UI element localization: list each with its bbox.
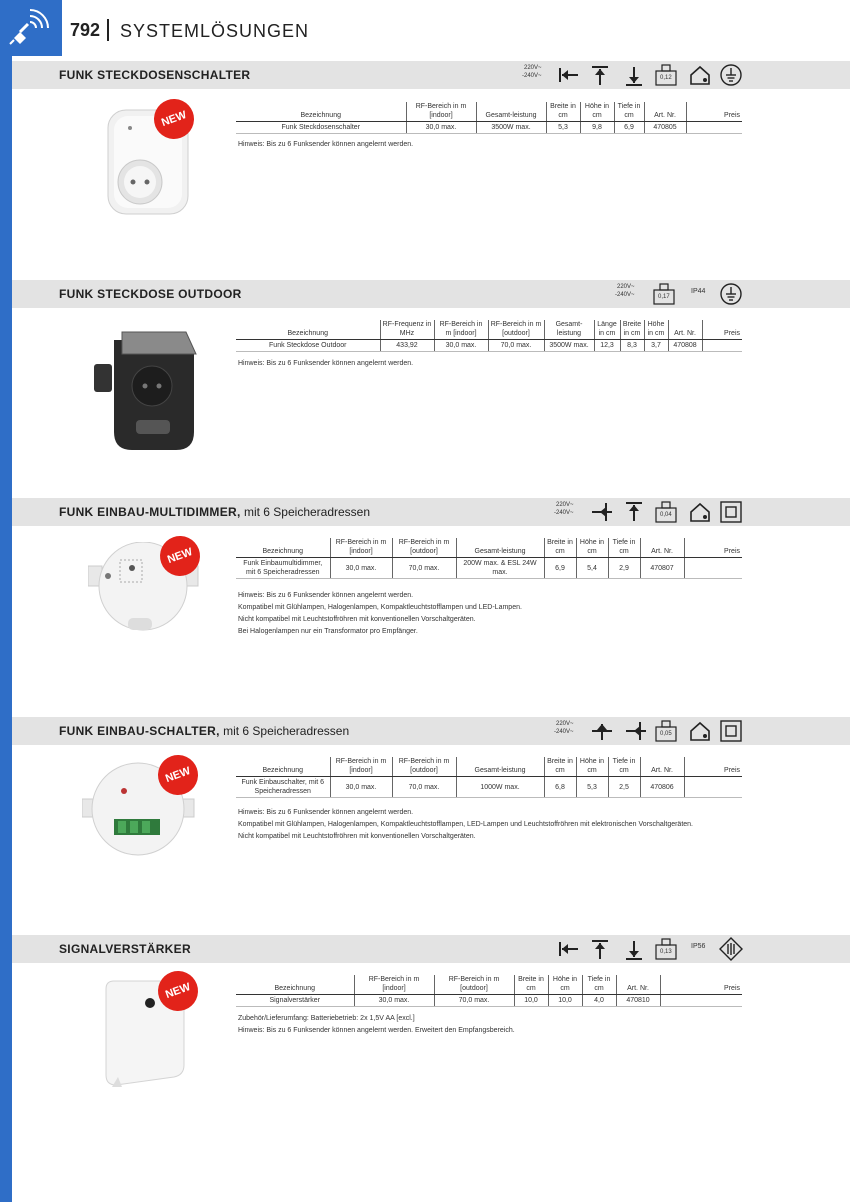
arrow-left-icon — [624, 720, 648, 742]
table-cell: 3,7 — [644, 340, 668, 352]
standby-value: 0,17 — [658, 294, 670, 300]
table-cell: 3500W max. — [476, 122, 546, 134]
col-header: Breite in cm — [620, 320, 644, 340]
table-row — [236, 122, 742, 134]
table-row — [236, 558, 742, 579]
voltage-label: 220V~ -240V~ — [522, 65, 542, 79]
table-cell: 70,0 max. — [434, 995, 514, 1007]
col-header: Höhe in cm — [548, 975, 582, 995]
col-header: Bezeichnung — [236, 757, 330, 777]
earth-icon — [719, 63, 743, 87]
section-title: FUNK EINBAU-SCHALTER, mit 6 Speicheradressen — [59, 724, 350, 738]
table-cell: 12,3 — [594, 340, 620, 352]
table-cell — [702, 340, 742, 352]
table-cell: 5,3 — [576, 777, 608, 798]
corner-block — [0, 0, 62, 56]
note-line: Hinweis: Bis zu 6 Funksender können angelernt werden. — [238, 592, 414, 599]
new-badge: NEW — [152, 965, 203, 1016]
table-cell: Signalverstärker — [236, 995, 354, 1007]
table-cell: 470807 — [640, 558, 684, 579]
house-icon — [688, 501, 712, 523]
section-funk-steckdose-outdoor — [12, 280, 850, 480]
col-header: Preis — [702, 320, 742, 340]
table-cell — [686, 122, 742, 134]
section-title: FUNK STECKDOSENSCHALTER — [59, 68, 251, 82]
standby-value: 0,04 — [660, 512, 672, 518]
section-notes — [238, 590, 522, 638]
table-cell: 470808 — [668, 340, 702, 352]
insulation-icon — [719, 937, 743, 961]
table-cell: 30,0 max. — [434, 340, 488, 352]
note-line: Kompatibel mit Glühlampen, Halogenlampen, Kompaktleuchtstofflampen, LED-Lampen und Leuchtstoffröhren mit elektronischen Vorschaltgeräten. — [238, 821, 693, 828]
new-badge: NEW — [154, 530, 205, 581]
table-cell: 4,0 — [582, 995, 616, 1007]
note-line: Hinweis: Bis zu 6 Funksender können angelernt werden. — [238, 809, 414, 816]
table-cell: 30,0 max. — [330, 777, 392, 798]
col-header: RF-Bereich in m [outdoor] — [392, 757, 456, 777]
table-cell: 30,0 max. — [354, 995, 434, 1007]
table-cell: 5,4 — [576, 558, 608, 579]
table-cell: 470810 — [616, 995, 660, 1007]
house-icon — [688, 64, 712, 86]
col-header: Tiefe in cm — [614, 102, 644, 122]
section-title: FUNK EINBAU-MULTIDIMMER, mit 6 Speicheradressen — [59, 505, 371, 519]
col-header: RF-Bereich in m [indoor] — [330, 757, 392, 777]
col-header: Gesamt-leistung — [476, 102, 546, 122]
table-cell: 433,92 — [380, 340, 434, 352]
col-header: Art. Nr. — [640, 538, 684, 558]
page-number: 792 — [70, 20, 101, 40]
col-header: RF-Bereich in m [indoor] — [406, 102, 476, 122]
note-line: Kompatibel mit Glühlampen, Halogenlampen, Kompaktleuchtstofflampen und LED-Lampen. — [238, 604, 522, 611]
arrow-up-icon — [590, 65, 610, 87]
col-header: Bezeichnung — [236, 538, 330, 558]
side-accent-bar — [0, 0, 12, 1202]
standby-value: 0,13 — [660, 949, 672, 955]
ip-rating: IP44 — [691, 288, 706, 295]
col-header: RF-Bereich in m [indoor] — [354, 975, 434, 995]
section-notes — [238, 807, 693, 843]
table-cell: Funk Steckdosenschalter — [236, 122, 406, 134]
voltage-label: 220V~ -240V~ — [615, 284, 635, 298]
table-cell: 1000W max. — [456, 777, 544, 798]
table-cell: 200W max. & ESL 24W max. — [456, 558, 544, 579]
product-image — [92, 324, 202, 454]
col-header: Höhe in cm — [644, 320, 668, 340]
spec-table — [236, 102, 742, 134]
new-badge: NEW — [148, 93, 199, 144]
col-header: Höhe in cm — [580, 102, 614, 122]
arrow-up-icon — [590, 939, 610, 961]
header-divider — [107, 19, 109, 41]
col-header: Tiefe in cm — [608, 538, 640, 558]
table-cell: 470806 — [640, 777, 684, 798]
spec-table — [236, 757, 742, 798]
spec-table — [236, 538, 742, 579]
section-title: SIGNALVERSTÄRKER — [59, 942, 191, 956]
table-cell: 70,0 max. — [488, 340, 544, 352]
col-header: Tiefe in cm — [608, 757, 640, 777]
table-cell: 470805 — [644, 122, 686, 134]
note-line: Hinweis: Bis zu 6 Funksender können angelernt werden. Erweitert den Empfangsbereich. — [238, 1027, 515, 1034]
arrow-down-icon — [624, 65, 644, 87]
col-header: Art. Nr. — [616, 975, 660, 995]
spec-table — [236, 320, 742, 352]
col-header: Höhe in cm — [576, 757, 608, 777]
col-header: RF-Bereich in m [indoor] — [330, 538, 392, 558]
insulation-icon — [719, 500, 743, 524]
table-cell: 70,0 max. — [392, 558, 456, 579]
col-header: Breite in cm — [544, 538, 576, 558]
page-title: SYSTEMLÖSUNGEN — [120, 21, 310, 41]
table-cell: 9,8 — [580, 122, 614, 134]
arrow-up-icon — [624, 501, 644, 523]
section-title: FUNK STECKDOSE OUTDOOR — [59, 287, 242, 301]
col-header: Bezeichnung — [236, 975, 354, 995]
col-header: RF-Bereich in m [outdoor] — [488, 320, 544, 340]
note-line: Bei Halogenlampen nur ein Transformator pro Empfänger. — [238, 628, 418, 635]
voltage-label: 220V~ -240V~ — [554, 721, 574, 735]
col-header: Art. Nr. — [644, 102, 686, 122]
section-signalverstaerker — [12, 935, 850, 1105]
arrow-down-icon — [624, 939, 644, 961]
table-cell: 10,0 — [514, 995, 548, 1007]
section-funk-steckdosenschalter — [12, 61, 850, 266]
col-header: Bezeichnung — [236, 102, 406, 122]
table-cell: 8,3 — [620, 340, 644, 352]
table-cell: Funk Einbauschalter, mit 6 Speicheradressen — [236, 777, 330, 798]
col-header: Breite in cm — [544, 757, 576, 777]
arrow-left-icon — [558, 939, 582, 959]
col-header: Bezeichnung — [236, 320, 380, 340]
table-cell: 2,9 — [608, 558, 640, 579]
table-cell: 30,0 max. — [330, 558, 392, 579]
table-cell — [684, 777, 742, 798]
table-cell: 2,5 — [608, 777, 640, 798]
insulation-icon — [719, 719, 743, 743]
col-header: Preis — [660, 975, 742, 995]
table-cell: Funk Einbaumultidimmer, mit 6 Speicheradressen — [236, 558, 330, 579]
wireless-plug-icon — [6, 8, 50, 48]
table-cell: 5,3 — [546, 122, 580, 134]
note-line: Nicht kompatibel mit Leuchtstoffröhren mit konventionellen Vorschaltgeräten. — [238, 616, 476, 623]
table-cell: 6,9 — [614, 122, 644, 134]
col-header: Gesamt-leistung — [456, 538, 544, 558]
note-line: Hinweis: Bis zu 6 Funksender können angelernt werden. — [238, 141, 414, 148]
section-notes — [238, 1013, 515, 1037]
note-line: Hinweis: Bis zu 6 Funksender können angelernt werden. — [238, 360, 414, 367]
col-header: RF-Bereich in m [outdoor] — [434, 975, 514, 995]
table-cell — [660, 995, 742, 1007]
col-header: Breite in cm — [514, 975, 548, 995]
standby-value: 0,05 — [660, 731, 672, 737]
new-badge: NEW — [152, 749, 203, 800]
col-header: Preis — [686, 102, 742, 122]
table-row — [236, 995, 742, 1007]
section-funk-einbau-multidimmer — [12, 498, 850, 698]
note-line: Zubehör/Lieferumfang: Batteriebetrieb: 2x 1,5V AA [excl.] — [238, 1015, 415, 1022]
arrow-left-icon — [558, 65, 582, 85]
earth-icon — [719, 282, 743, 306]
col-header: Länge in cm — [594, 320, 620, 340]
table-row — [236, 340, 742, 352]
table-row — [236, 777, 742, 798]
table-cell — [684, 558, 742, 579]
house-icon — [688, 720, 712, 742]
arrow-up-icon — [590, 720, 614, 742]
section-funk-einbau-schalter — [12, 717, 850, 917]
col-header: Gesamt-leistung — [544, 320, 594, 340]
spec-table — [236, 975, 742, 1007]
arrow-left-icon — [590, 501, 614, 523]
table-cell: 6,9 — [544, 558, 576, 579]
section-notes — [238, 358, 413, 370]
col-header: Tiefe in cm — [582, 975, 616, 995]
col-header: RF-Bereich in m [outdoor] — [392, 538, 456, 558]
col-header: Preis — [684, 538, 742, 558]
table-cell: 30,0 max. — [406, 122, 476, 134]
table-cell: 6,8 — [544, 777, 576, 798]
voltage-label: 220V~ -240V~ — [554, 502, 574, 516]
note-line: Nicht kompatibel mit Leuchtstoffröhren mit konventionellen Vorschaltgeräten. — [238, 833, 476, 840]
table-cell: 3500W max. — [544, 340, 594, 352]
col-header: Breite in cm — [546, 102, 580, 122]
col-header: Gesamt-leistung — [456, 757, 544, 777]
table-cell: 10,0 — [548, 995, 582, 1007]
col-header: Höhe in cm — [576, 538, 608, 558]
col-header: RF-Bereich in m [indoor] — [434, 320, 488, 340]
table-cell: 70,0 max. — [392, 777, 456, 798]
col-header: Art. Nr. — [668, 320, 702, 340]
col-header: RF-Frequenz in MHz — [380, 320, 434, 340]
standby-value: 0,12 — [660, 75, 672, 81]
table-cell: Funk Steckdose Outdoor — [236, 340, 380, 352]
col-header: Art. Nr. — [640, 757, 684, 777]
ip-rating: IP56 — [691, 943, 706, 950]
section-notes — [238, 139, 413, 151]
col-header: Preis — [684, 757, 742, 777]
